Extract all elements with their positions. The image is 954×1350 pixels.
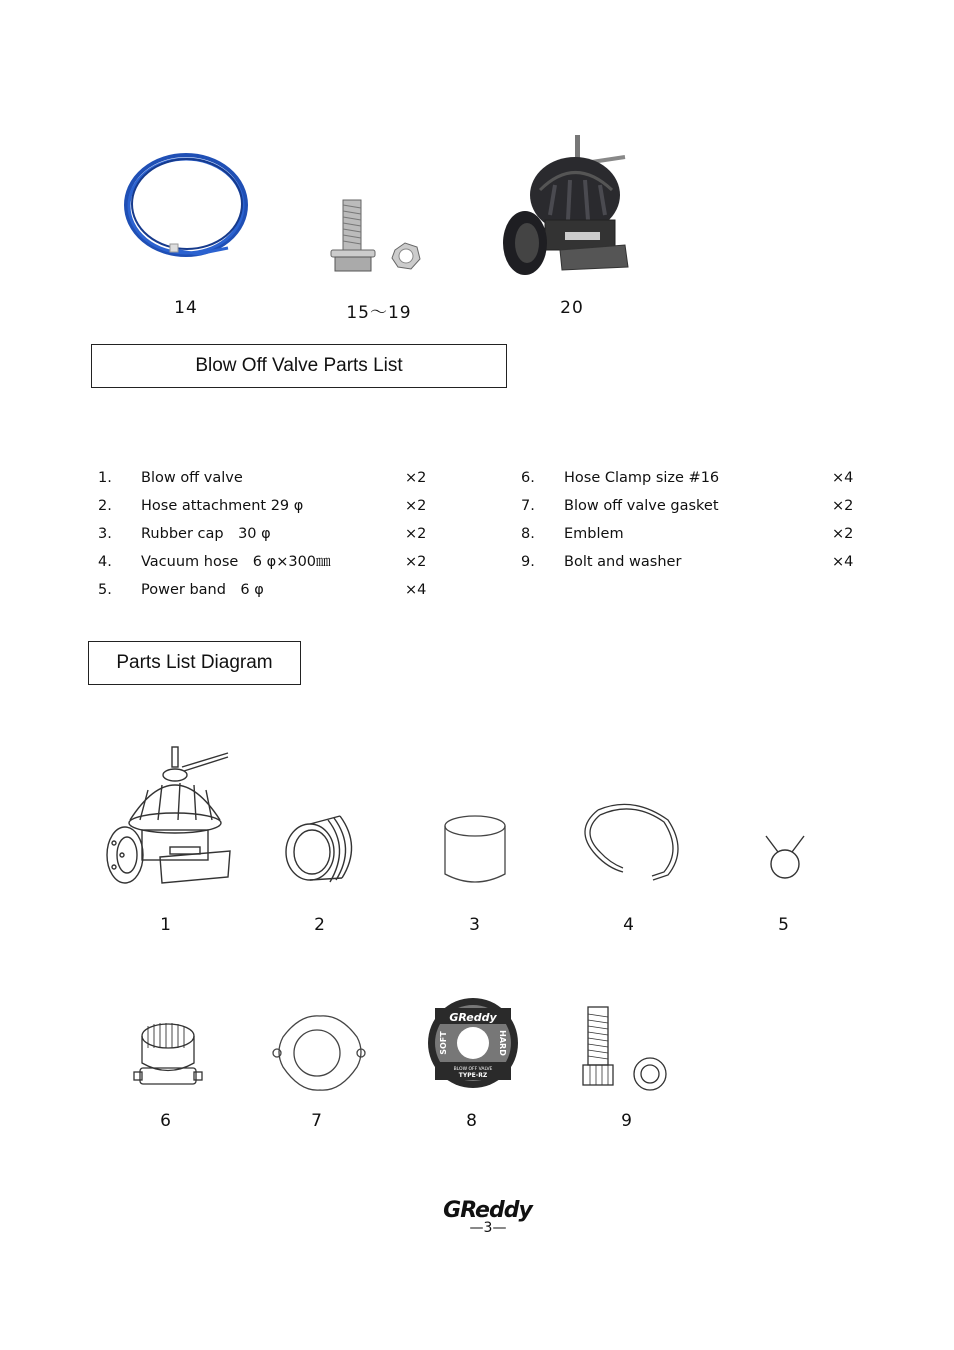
part-no: 8. <box>521 526 535 542</box>
part-no: 5. <box>98 582 112 598</box>
part-qty: ×2 <box>405 526 427 542</box>
part-5-power-band-drawing <box>760 832 810 884</box>
part-name: Emblem <box>564 526 624 542</box>
part-qty: ×4 <box>832 554 854 570</box>
part-no: 9. <box>521 554 535 570</box>
part-name: Bolt and washer <box>564 554 682 570</box>
part-no: 6. <box>521 470 535 486</box>
emblem-bottom-2: TYPE-RZ <box>458 1072 488 1079</box>
part-row-9 <box>521 551 861 573</box>
emblem-left: SOFT <box>439 1031 448 1055</box>
diagram-label-8: 8 <box>466 1111 478 1131</box>
part-row-4 <box>98 551 438 573</box>
diagram-label-2: 2 <box>314 915 326 935</box>
diagram-title <box>88 641 301 685</box>
part-qty: ×2 <box>405 554 427 570</box>
diagram-label-6: 6 <box>160 1111 172 1131</box>
diagram-label-1: 1 <box>160 915 172 935</box>
blow-off-valve-photo <box>500 135 635 280</box>
part-qty: ×4 <box>405 582 427 598</box>
part-no: 7. <box>521 498 535 514</box>
bolt-nut-photo <box>325 195 435 280</box>
part-name: Hose attachment 29 φ <box>141 498 304 514</box>
part-name: Hose Clamp size #16 <box>564 470 720 486</box>
emblem-brand: GReddy <box>449 1011 497 1024</box>
part-no: 1. <box>98 470 112 486</box>
part-2-hose-attachment-drawing <box>280 808 365 888</box>
part-row-1 <box>98 467 438 489</box>
diagram-label-9: 9 <box>621 1111 633 1131</box>
part-name: Rubber cap 30 φ <box>141 526 271 542</box>
emblem-right: HARD <box>498 1030 507 1056</box>
page-number: —3— <box>469 1220 507 1236</box>
part-name: Power band 6 φ <box>141 582 264 598</box>
part-qty: ×2 <box>405 470 427 486</box>
part-row-7 <box>521 495 861 517</box>
part-row-6 <box>521 467 861 489</box>
part-qty: ×2 <box>832 526 854 542</box>
part-7-gasket-drawing <box>265 1012 375 1094</box>
emblem-bottom-1: BLOW OFF VALVE <box>453 1067 493 1072</box>
part-no: 2. <box>98 498 112 514</box>
part-no: 3. <box>98 526 112 542</box>
part-1-valve-drawing <box>100 745 235 885</box>
part-name: Vacuum hose 6 φ×300㎜ <box>141 554 331 570</box>
part-qty: ×2 <box>832 498 854 514</box>
part-row-3 <box>98 523 438 545</box>
part-row-5 <box>98 579 438 601</box>
diagram-label-3: 3 <box>469 915 481 935</box>
parts-list-title <box>91 344 507 388</box>
diagram-label-7: 7 <box>311 1111 323 1131</box>
label-15-19: 15～19 <box>346 303 412 323</box>
part-3-rubber-cap-drawing <box>440 812 510 887</box>
part-6-hose-clamp-drawing <box>130 1018 205 1093</box>
parts-list-title-text: Blow Off Valve Parts List <box>195 355 403 376</box>
part-no: 4. <box>98 554 112 570</box>
greddy-logo: GReddy <box>443 1198 532 1223</box>
part-qty: ×4 <box>832 470 854 486</box>
part-qty: ×2 <box>405 498 427 514</box>
label-14: 14 <box>174 298 198 318</box>
part-name: Blow off valve <box>141 470 243 486</box>
part-row-8 <box>521 523 861 545</box>
label-20: 20 <box>560 298 584 318</box>
part-4-vacuum-hose-drawing <box>578 800 683 885</box>
part-9-bolt-washer-drawing <box>578 1004 673 1094</box>
vacuum-hose-photo <box>118 150 258 265</box>
diagram-label-4: 4 <box>623 915 635 935</box>
diagram-label-5: 5 <box>778 915 790 935</box>
part-name: Blow off valve gasket <box>564 498 719 514</box>
diagram-title-text: Parts List Diagram <box>116 652 273 673</box>
part-8-emblem-drawing <box>426 996 521 1091</box>
part-row-2 <box>98 495 438 517</box>
